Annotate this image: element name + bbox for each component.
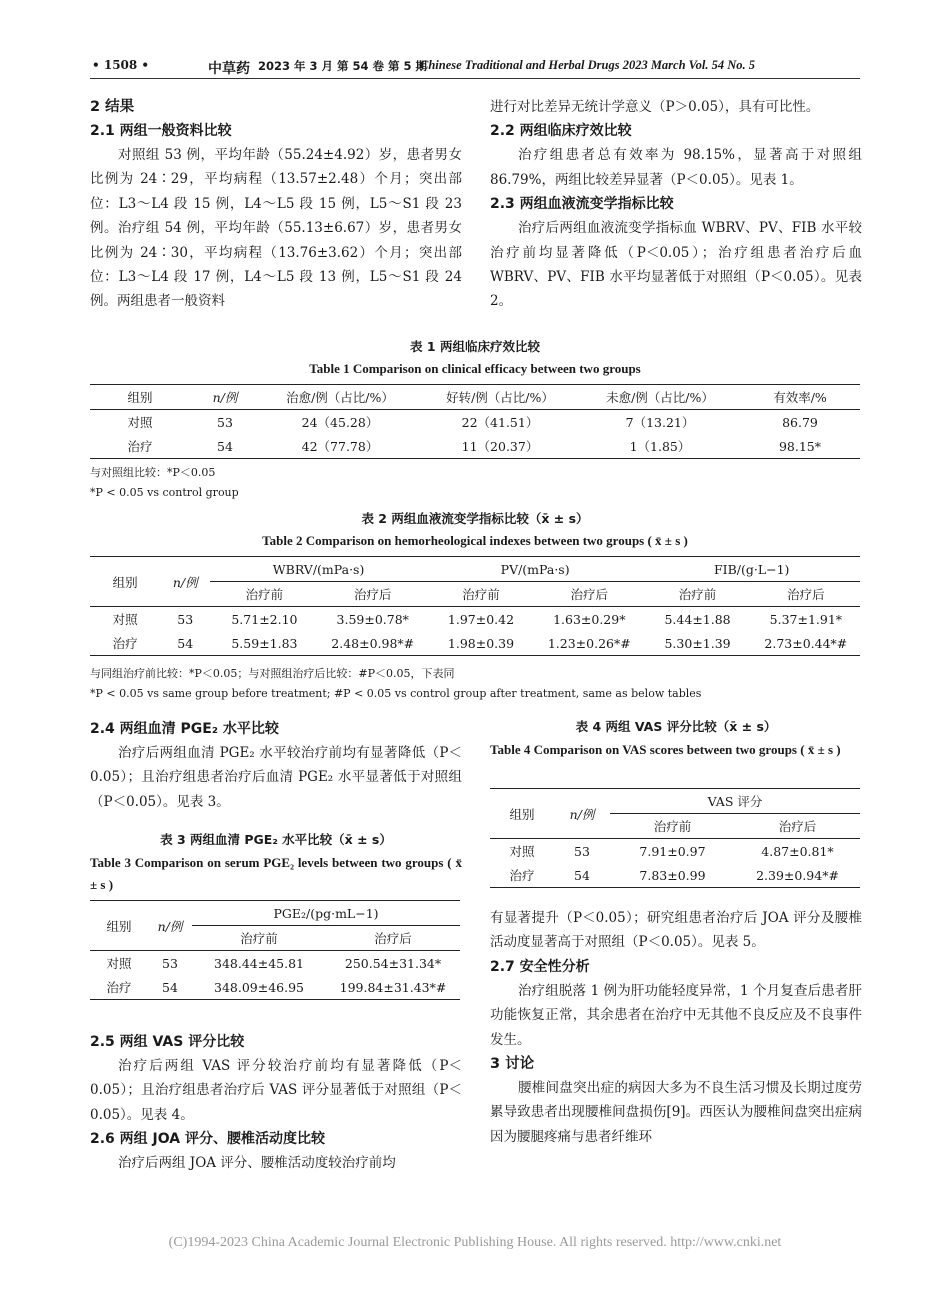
copyright-footer: (C)1994-2023 China Academic Journal Electronic Publishing House. All rights reserved. http://www.cnki.net (168, 1235, 782, 1250)
th-after: 治疗后 (735, 814, 860, 839)
table-row (90, 434, 860, 459)
table-header-row (490, 789, 860, 814)
section-heading-2-5: 2.5 两组 VAS 评分比较 (90, 1034, 245, 1050)
header-rule (90, 78, 860, 79)
th-after: 治疗后 (319, 582, 427, 607)
section-heading-results: 2 结果 (90, 99, 135, 115)
th-group: 组别 (490, 789, 554, 839)
th-improved: 好转/例（占比/%） (446, 390, 554, 405)
paragraph-continued-2: 有显著提升（P＜0.05）；研究组患者治疗后 JOA 评分及腰椎活动度显著高于对照组（P＜0.05）。见表 5。 (490, 910, 862, 951)
cell: 3.59±0.78* (336, 611, 409, 627)
table4 (490, 788, 860, 888)
cell: 1.98±0.39 (447, 635, 515, 651)
journal-name-cn: 中草药 (208, 61, 250, 77)
table-header-row (90, 901, 460, 926)
cell: 53 (574, 843, 590, 859)
table3-caption-en: Table 3 Comparison on serum PGE₂ levels between two groups ( x̄ ± s ) (90, 855, 462, 892)
right-column-lower (490, 906, 862, 1149)
table2-note-cn: 与同组治疗前比较：*P＜0.05；与对照组治疗后比较：#P＜0.05，下表同 (90, 667, 455, 680)
th-before: 治疗前 (210, 582, 318, 607)
th-uncured: 未愈/例（占比/%） (606, 390, 714, 405)
cell: 54 (177, 635, 194, 651)
th-after: 治疗后 (326, 926, 460, 951)
paragraph-2-4: 治疗后两组血清 PGE₂ 水平较治疗前均有显著降低（P＜0.05）；且治疗组患者治疗后血清 PGE₂ 水平显著低于对照组（P＜0.05）。见表 3。 (90, 745, 462, 810)
left-column-lower-top (90, 717, 462, 814)
issue-info-cn: 2023 年 3 月 第 54 卷 第 5 期 (258, 59, 428, 73)
cell: 对照 (509, 844, 535, 859)
cell: 对照 (106, 956, 132, 971)
paragraph-3: 腰椎间盘突出症的病因大多为不良生活习惯及长期过度劳累导致患者出现腰椎间盘损伤[9]。西医认为腰椎间盘突出症病因为腰腿疼痛与患者纤维环 (490, 1080, 862, 1145)
cell: 7.91±0.97 (639, 843, 706, 859)
th-before: 治疗前 (192, 926, 326, 951)
section-heading-2-4: 2.4 两组血清 PGE₂ 水平比较 (90, 721, 279, 737)
table-header-row (90, 385, 860, 410)
left-column-upper (90, 95, 462, 314)
th-n: n/例 (160, 557, 210, 607)
section-heading-2-7: 2.7 安全性分析 (490, 958, 590, 975)
cell: 4.87±0.81* (761, 843, 834, 859)
cell: 53 (177, 611, 194, 627)
cell: 348.44±45.81 (214, 955, 304, 971)
cell: 7.83±0.99 (639, 867, 706, 883)
cell: 54 (574, 867, 590, 883)
cell: 治疗 (127, 439, 153, 454)
cell: 2.48±0.98*# (331, 635, 415, 651)
journal-name-en: Chinese Traditional and Herbal Drugs 2023 March Vol. 54 No. 5 (420, 58, 756, 72)
cell: 对照 (127, 415, 153, 430)
th-before: 治疗前 (427, 582, 535, 607)
table4-caption-cn: 表 4 两组 VAS 评分比较（x̄ ± s） (575, 719, 777, 734)
cell: 5.59±1.83 (231, 635, 298, 651)
table1-note-en: *P < 0.05 vs control group (90, 486, 239, 499)
cell: 2.39±0.94*# (756, 867, 839, 883)
table-row (90, 951, 460, 976)
table1-note-cn: 与对照组比较：*P＜0.05 (90, 466, 216, 479)
th-group: 组别 (127, 390, 153, 405)
th-after: 治疗后 (535, 582, 643, 607)
paragraph-2-7: 治疗组脱落 1 例为肝功能轻度异常，1 个月复查后患者肝功能恢复正常，其余患者在治疗中无其他不良反应及不良事件发生。 (490, 982, 862, 1048)
section-heading-2-6: 2.6 两组 JOA 评分、腰椎活动度比较 (90, 1131, 325, 1148)
th-effective-rate: 有效率/% (773, 390, 827, 405)
paragraph-2-3: 治疗后两组血液流变学指标血 WBRV、PV、FIB 水平较治疗前均显著降低（P＜0.05）；治疗组患者治疗后血 WBRV、PV、FIB 水平均显著低于对照组（P＜0.05）。见表 2。 (490, 220, 862, 310)
table-row (90, 607, 860, 632)
table4-caption-en: Table 4 Comparison on VAS scores between two groups ( x̄ ± s ) (490, 742, 841, 757)
cell: 22（41.51） (461, 415, 539, 430)
th-cured: 治愈/例（占比/%） (286, 390, 394, 405)
section-heading-discussion: 3 讨论 (490, 1056, 535, 1073)
cell: 对照 (112, 612, 138, 627)
table2-note-en: *P < 0.05 vs same group before treatment; #P < 0.05 vs control group after treatment, same as below tables (90, 687, 702, 700)
section-heading-2-2: 2.2 两组临床疗效比较 (490, 123, 632, 140)
cell: 5.71±2.10 (231, 611, 298, 627)
cell: 86.79 (782, 414, 818, 430)
paragraph-continued: 进行对比差异无统计学意义（P＞0.05），具有可比性。 (490, 99, 820, 115)
page-number: • 1508 • (92, 58, 150, 72)
table-header-row (90, 557, 860, 582)
table1-caption-en: Table 1 Comparison on clinical efficacy between two groups (309, 361, 641, 376)
table2-caption-en: Table 2 Comparison on hemorheological indexes between two groups ( x̄ ± s ) (262, 533, 688, 548)
cell: 1.63±0.29* (553, 611, 626, 627)
cell: 1.97±0.42 (447, 611, 515, 627)
th-n: n/例 (554, 789, 610, 839)
table1 (90, 384, 860, 459)
table3 (90, 900, 460, 1000)
paragraph-2-6: 治疗后两组 JOA 评分、腰椎活动度较治疗前均 (118, 1155, 396, 1172)
th-wbrv: WBRV/(mPa·s) (210, 557, 427, 582)
table-row (490, 839, 860, 864)
cell: 5.37±1.91* (769, 611, 843, 627)
cell: 1.23±0.26*# (547, 635, 631, 651)
table3-caption-cn: 表 3 两组血清 PGE₂ 水平比较（x̄ ± s） (160, 832, 392, 847)
right-column-upper (490, 95, 862, 314)
cell: 250.54±31.34* (344, 955, 442, 971)
left-column-lower-bottom (90, 1030, 462, 1176)
table1-caption-cn: 表 1 两组临床疗效比较 (410, 339, 540, 354)
table2-caption-cn: 表 2 两组血液流变学指标比较（x̄ ± s） (361, 511, 589, 526)
table-row (490, 863, 860, 888)
th-after: 治疗后 (752, 582, 860, 607)
section-heading-2-3: 2.3 两组血液流变学指标比较 (490, 196, 674, 213)
cell: 54 (162, 979, 178, 995)
table-row (90, 631, 860, 656)
cell: 7（13.21） (625, 415, 695, 430)
cell: 53 (217, 414, 233, 430)
cell: 98.15* (778, 438, 822, 454)
cell: 24（45.28） (301, 415, 379, 430)
th-fib: FIB/(g·L−1) (643, 557, 860, 582)
cell: 治疗 (509, 868, 535, 883)
cell: 治疗 (112, 636, 138, 651)
paragraph-2-5: 治疗后两组 VAS 评分较治疗前均有显著降低（P＜0.05）；且治疗组患者治疗后 VAS 评分显著低于对照组（P＜0.05）。见表 4。 (90, 1058, 462, 1123)
table-row (90, 975, 460, 1000)
cell: 11（20.37） (461, 439, 539, 454)
th-group: 组别 (90, 557, 160, 607)
cell: 5.44±1.88 (664, 611, 731, 627)
section-heading-2-1: 2.1 两组一般资料比较 (90, 123, 232, 139)
th-before: 治疗前 (610, 814, 735, 839)
th-n: n/例 (148, 901, 192, 951)
th-pge2: PGE₂/(pg·mL−1) (192, 901, 460, 926)
cell: 348.09±46.95 (214, 979, 304, 995)
cell: 1（1.85） (629, 439, 691, 454)
table2 (90, 556, 860, 656)
th-group: 组别 (90, 901, 148, 951)
th-vas: VAS 评分 (610, 789, 860, 814)
cell: 5.30±1.39 (664, 635, 731, 651)
th-pv: PV/(mPa·s) (427, 557, 644, 582)
cell: 42（77.78） (301, 439, 379, 454)
cell: 治疗 (106, 980, 132, 995)
cell: 199.84±31.43*# (339, 979, 447, 995)
th-before: 治疗前 (643, 582, 751, 607)
cell: 54 (217, 438, 233, 454)
th-n: n/例 (212, 390, 238, 405)
table-row (90, 410, 860, 435)
cell: 2.73±0.44*# (764, 635, 848, 651)
cell: 53 (162, 955, 178, 971)
paragraph-2-1: 对照组 53 例，平均年龄（55.24±4.92）岁，患者男女比例为 24∶29，平均病程（13.57±2.48）个月；突出部位：L3～L4 段 15 例，L4～L5 段 15 例，L5～S1 段 23 例。治疗组 54 例，平均年龄（55.13±6.67）岁，患者男女比例为 24∶30，平均病程（13.76±3.62）个月；突出部位：L3～L4 段 17 例，L4～L5 段 13 例，L5～S1 段 24 例。两组患者一般资料 (90, 147, 462, 310)
paragraph-2-2: 治疗组患者总有效率为 98.15%，显著高于对照组 86.79%，两组比较差异显著（P＜0.05）。见表 1。 (490, 147, 862, 188)
